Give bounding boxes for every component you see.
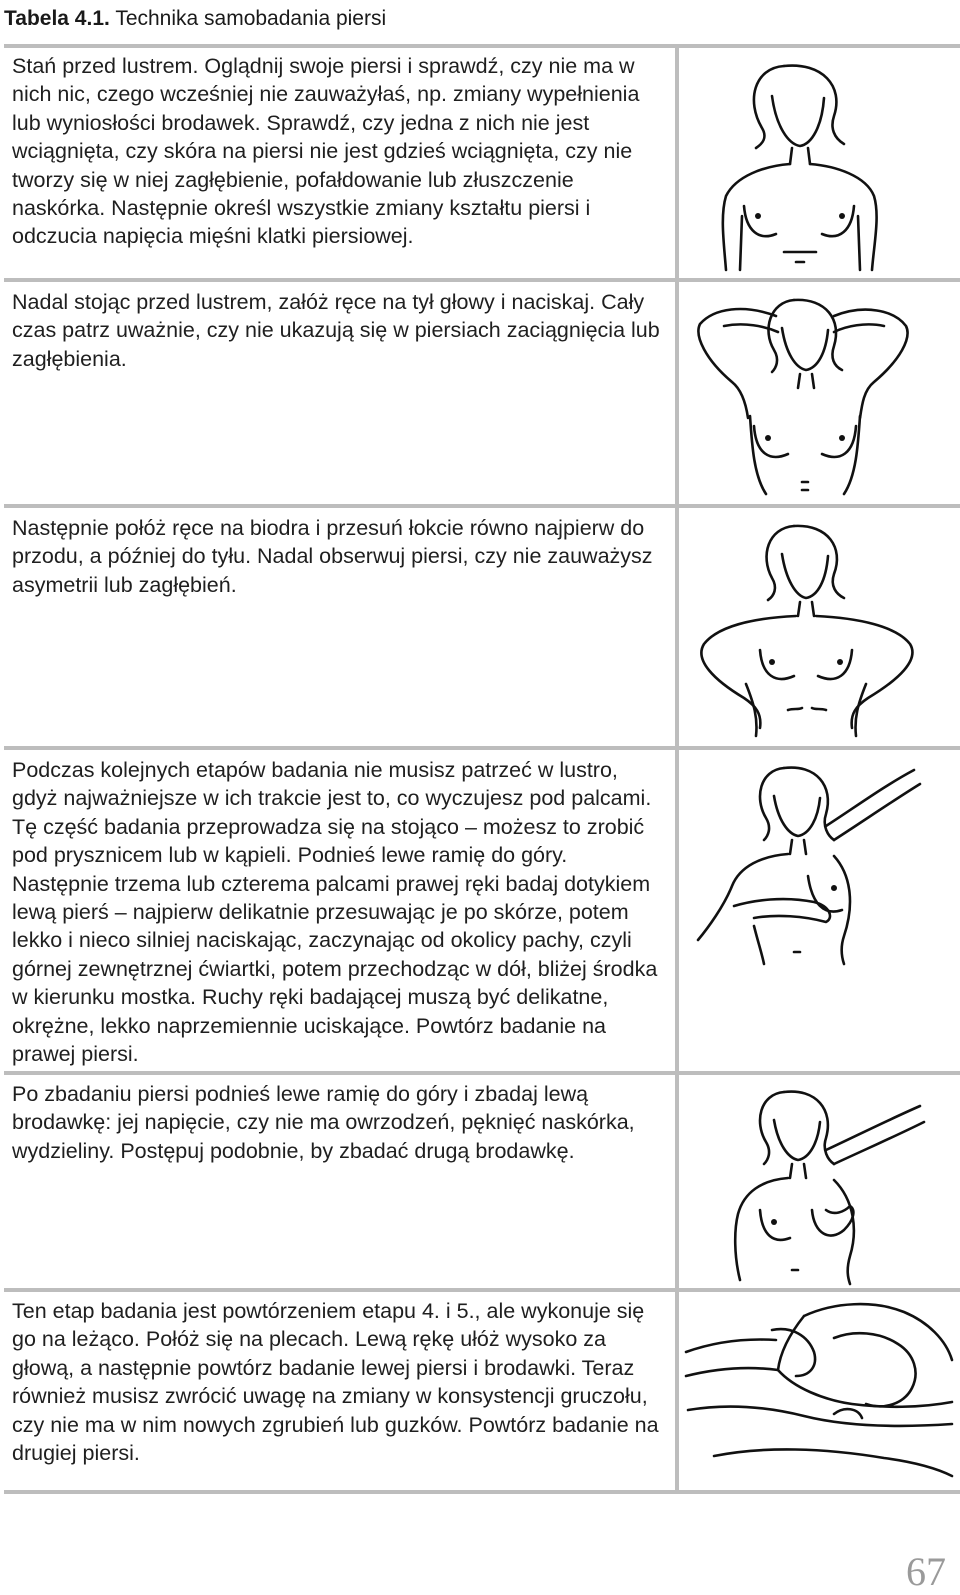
hands-on-hips-icon	[684, 514, 960, 740]
self-exam-table	[4, 44, 960, 1494]
row-divider	[4, 1288, 960, 1292]
page-number: 67	[906, 1549, 946, 1594]
row-divider	[4, 746, 960, 750]
caption-label: Tabela 4.1.	[4, 7, 110, 30]
step-text-2: Nadal stojąc przed lustrem, załóż ręce na tył głowy i naciskaj. Cały czas patrz uważnie, czy nie ukazują się w piersiach zaciągnięcia lub zagłębienia.	[12, 290, 660, 371]
nipple-exam-icon	[684, 1080, 960, 1286]
step-text-1: Stań przed lustrem. Oglądnij swoje piersi i sprawdź, czy nie ma w nich nic, czego wcześniej nie zauważyłaś, np. zmiany wypełnienia lub wyniosłości brodawek. Sprawdź, czy jedna z nich nie jest wciągnięta, czy skóra na piersi nie jest gdzieś wciągnięta, czy nie tworzy się w niej zagłębienie, pofałdowanie lub złuszczenie naskórka. Następnie określ wszystkie zmiany kształtu piersi i odczucia napięcia mięśni klatki piersiowej.	[12, 54, 640, 249]
row-divider	[4, 278, 960, 282]
hands-behind-head-icon	[684, 286, 960, 498]
step-text-5: Po zbadaniu piersi podnieś lewe ramię do góry i zbadaj lewą brodawkę: jej napięcie, czy nie ma owrzodzeń, pęknięć naskórka, wydzieliny. Postępuj podobnie, by zbadać drugą brodawkę.	[12, 1082, 635, 1163]
standing-front-icon	[684, 56, 960, 274]
palpation-standing-icon	[684, 756, 960, 966]
step-text-4: Podczas kolejnych etapów badania nie musisz patrzeć w lustro, gdyż najważniejsze w ich trakcie jest to, co wyczujesz pod palcami. Tę część badania przeprowadza się na stojąco – możesz to zrobić pod prysznicem lub w kąpieli. Podnieś lewe ramię do góry. Następnie trzema lub czterema palcami prawej ręki badaj dotykiem lewą pierś – najpierw delikatnie przesuwając je po skórze, potem lekko i nieco silniej naciskając, zaczynając od okolicy pachy, czyli górnej zewnętrznej ćwiartki, potem przechodząc w dół, bliżej środka w kierunku mostka. Ruchy ręki badającej muszą być delikatne, okrężne, lekko naprzemiennie uciskające. Powtórz badanie na prawej piersi.	[12, 758, 658, 1067]
row-divider	[4, 44, 960, 48]
step-text-3: Następnie połóż ręce na biodra i przesuń łokcie równo najpierw do przodu, a później do tyłu. Nadal obserwuj piersi, czy nie zauważysz asymetrii lub zagłębień.	[12, 516, 653, 597]
row-divider	[4, 1490, 960, 1494]
caption-title: Technika samobadania piersi	[115, 7, 387, 30]
step-text-6: Ten etap badania jest powtórzeniem etapu 4. i 5., ale wykonuje się go na leżąco. Połóż się na plecach. Lewą rękę ułóż wysoko za głową, a następnie powtórz badanie lewej piersi i brodawki. Teraz również musisz zwrócić uwagę na zmiany w konsystencji gruczołu, czy nie ma w nim nowych zgrubień lub guzków. Powtórz badanie na drugiej piersi.	[12, 1299, 659, 1466]
table-caption	[4, 6, 386, 32]
row-divider	[4, 1071, 960, 1075]
lying-exam-icon	[684, 1296, 960, 1486]
row-divider	[4, 504, 960, 508]
column-divider	[675, 44, 679, 1494]
